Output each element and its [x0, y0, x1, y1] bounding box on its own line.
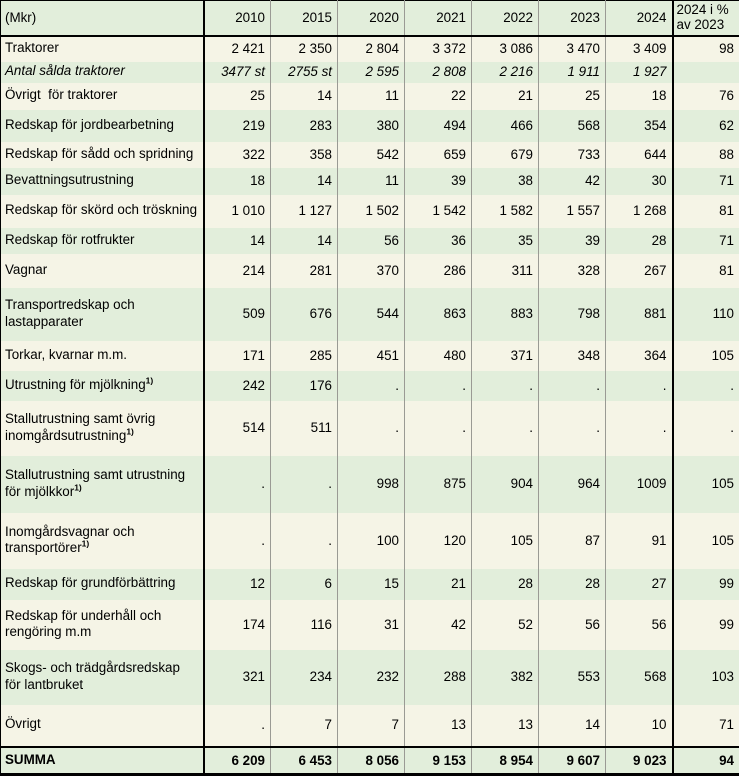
- value-cell-2010: 514: [204, 401, 271, 456]
- percent-cell: 76: [673, 83, 739, 110]
- value-cell-2020: 1 502: [338, 195, 405, 228]
- table-row: [1, 168, 739, 195]
- value-cell-2015: 176: [271, 371, 338, 401]
- value-cell-2021: 286: [405, 254, 472, 288]
- value-cell-2020: 370: [338, 254, 405, 288]
- table-row: [1, 371, 739, 401]
- value-cell-2015: 7: [271, 705, 338, 747]
- percent-cell: 71: [673, 705, 739, 747]
- value-cell-2021: 288: [405, 650, 472, 705]
- row-label: Övrigt: [5, 716, 41, 732]
- value-cell-2022: 52: [472, 600, 539, 650]
- percent-cell: 62: [673, 110, 739, 142]
- header-row: [1, 1, 739, 36]
- value-cell-2024: .: [606, 401, 673, 456]
- percent-cell: 88: [673, 142, 739, 168]
- value-cell-2010: 214: [204, 254, 271, 288]
- value-cell-2020: 11: [338, 83, 405, 110]
- value-cell-2023: 56: [539, 600, 606, 650]
- value-cell-2024: 10: [606, 705, 673, 747]
- percent-cell: 103: [673, 650, 739, 705]
- value-cell-2024: 1009: [606, 456, 673, 513]
- value-cell-2010: 2 421: [204, 36, 271, 62]
- value-cell-2022: 679: [472, 142, 539, 168]
- value-cell-2022: 13: [472, 705, 539, 747]
- value-cell-2023: 798: [539, 288, 606, 341]
- row-label: Stallutrustning samt utrustning för mjölkkor$^{1)}$: [5, 467, 189, 499]
- percent-cell: 98: [673, 36, 739, 62]
- value-cell-2021: 120: [405, 513, 472, 569]
- value-cell-2020: 56: [338, 228, 405, 254]
- value-cell-2024: 1 927: [606, 62, 673, 83]
- value-cell-2010: 18: [204, 168, 271, 195]
- value-cell-2021: 875: [405, 456, 472, 513]
- value-cell-2023: .: [539, 371, 606, 401]
- table-row: [1, 600, 739, 650]
- value-cell-2022: 3 086: [472, 36, 539, 62]
- value-cell-2015: 14: [271, 228, 338, 254]
- row-label: Skogs- och trädgårdsredskap för lantbruket: [5, 660, 184, 692]
- row-label: Bevattningsutrustning: [5, 172, 134, 188]
- footnote-marker: 1): [145, 375, 154, 386]
- table-row: [1, 341, 739, 371]
- value-cell-2024: 881: [606, 288, 673, 341]
- year-header-2015: 2015: [271, 1, 338, 36]
- value-cell-2010: 14: [204, 228, 271, 254]
- value-cell-2022: 2 216: [472, 62, 539, 83]
- value-cell-2010: 322: [204, 142, 271, 168]
- percent-header-line2: av 2023: [676, 17, 725, 33]
- footnote-marker: 1): [81, 538, 90, 549]
- value-cell-2023: 14: [539, 705, 606, 747]
- value-cell-2020: 544: [338, 288, 405, 341]
- value-cell-2020: 232: [338, 650, 405, 705]
- percent-cell: 94: [673, 747, 739, 775]
- value-cell-2023: 87: [539, 513, 606, 569]
- value-cell-2015: 234: [271, 650, 338, 705]
- value-cell-2020: .: [338, 371, 405, 401]
- value-cell-2022: 904: [472, 456, 539, 513]
- value-cell-2020: 8 056: [338, 747, 405, 775]
- value-cell-2015: 6: [271, 569, 338, 600]
- value-cell-2020: 31: [338, 600, 405, 650]
- value-cell-2020: 11: [338, 168, 405, 195]
- value-cell-2015: .: [271, 513, 338, 569]
- year-header-2010: 2010: [204, 1, 271, 36]
- table-row: [1, 288, 739, 341]
- value-cell-2015: 14: [271, 83, 338, 110]
- percent-cell: 71: [673, 168, 739, 195]
- row-label: SUMMA: [5, 751, 56, 767]
- year-header-2020: 2020: [338, 1, 405, 36]
- table-row: [1, 254, 739, 288]
- value-cell-2023: 39: [539, 228, 606, 254]
- value-cell-2024: 364: [606, 341, 673, 371]
- unit-header-cell: (Mkr): [1, 1, 204, 36]
- percent-cell: 81: [673, 195, 739, 228]
- value-cell-2023: 348: [539, 341, 606, 371]
- value-cell-2020: 2 804: [338, 36, 405, 62]
- value-cell-2015: 116: [271, 600, 338, 650]
- table-row: [1, 110, 739, 142]
- percent-cell: [673, 62, 739, 83]
- value-cell-2023: 9 607: [539, 747, 606, 775]
- value-cell-2022: 35: [472, 228, 539, 254]
- value-cell-2020: 100: [338, 513, 405, 569]
- value-cell-2021: 42: [405, 600, 472, 650]
- row-label: Redskap för underhåll och rengöring m.m: [5, 607, 166, 640]
- row-label: Övrigt för traktorer: [5, 87, 118, 103]
- value-cell-2021: 22: [405, 83, 472, 110]
- value-cell-2024: .: [606, 371, 673, 401]
- value-cell-2020: 998: [338, 456, 405, 513]
- value-cell-2022: 105: [472, 513, 539, 569]
- value-cell-2021: 21: [405, 569, 472, 600]
- percent-cell: 105: [673, 513, 739, 569]
- value-cell-2015: 281: [271, 254, 338, 288]
- value-cell-2015: 6 453: [271, 747, 338, 775]
- value-cell-2024: 568: [606, 650, 673, 705]
- value-cell-2024: 3 409: [606, 36, 673, 62]
- value-cell-2021: 494: [405, 110, 472, 142]
- value-cell-2021: 3 372: [405, 36, 472, 62]
- value-cell-2022: .: [472, 401, 539, 456]
- value-cell-2023: 328: [539, 254, 606, 288]
- value-cell-2010: 174: [204, 600, 271, 650]
- value-cell-2010: 509: [204, 288, 271, 341]
- table-row: [1, 36, 739, 62]
- table-row: [1, 401, 739, 456]
- value-cell-2024: 644: [606, 142, 673, 168]
- row-label: Utrustning för mjölkning$^{1)}$: [5, 375, 154, 392]
- table-row: [1, 228, 739, 254]
- value-cell-2022: 883: [472, 288, 539, 341]
- year-header-2022: 2022: [472, 1, 539, 36]
- percent-cell: .: [673, 401, 739, 456]
- value-cell-2021: .: [405, 401, 472, 456]
- percent-header-cell: [673, 1, 739, 36]
- value-cell-2023: 3 470: [539, 36, 606, 62]
- value-cell-2020: 2 595: [338, 62, 405, 83]
- value-cell-2021: 13: [405, 705, 472, 747]
- percent-header-line1: 2024 i %: [676, 2, 729, 17]
- value-cell-2024: 56: [606, 600, 673, 650]
- value-cell-2020: 380: [338, 110, 405, 142]
- table-row: [1, 513, 739, 569]
- row-label: Redskap för sådd och spridning: [5, 145, 194, 161]
- value-cell-2021: 863: [405, 288, 472, 341]
- summary-row: [1, 747, 739, 775]
- value-cell-2015: 1 127: [271, 195, 338, 228]
- table-row: [1, 83, 739, 110]
- value-cell-2010: 242: [204, 371, 271, 401]
- value-cell-2023: 1 557: [539, 195, 606, 228]
- value-cell-2021: 659: [405, 142, 472, 168]
- row-label: Inomgårdsvagnar och transportörer$^{1)}$: [5, 523, 139, 556]
- value-cell-2021: 39: [405, 168, 472, 195]
- value-cell-2022: 8 954: [472, 747, 539, 775]
- value-cell-2023: 42: [539, 168, 606, 195]
- value-cell-2023: 1 911: [539, 62, 606, 83]
- value-cell-2024: 91: [606, 513, 673, 569]
- value-cell-2021: 36: [405, 228, 472, 254]
- percent-cell: 71: [673, 228, 739, 254]
- percent-cell: 99: [673, 569, 739, 600]
- table-row: [1, 195, 739, 228]
- value-cell-2022: 1 582: [472, 195, 539, 228]
- value-cell-2010: 3477 st: [204, 62, 271, 83]
- row-label: Stallutrustning samt övrig inomgårdsutrustning$^{1)}$: [5, 411, 160, 443]
- value-cell-2022: .: [472, 371, 539, 401]
- row-label: Transportredskap och lastapparater: [5, 297, 139, 329]
- percent-cell: 81: [673, 254, 739, 288]
- value-cell-2021: 1 542: [405, 195, 472, 228]
- value-cell-2022: 311: [472, 254, 539, 288]
- value-cell-2022: 466: [472, 110, 539, 142]
- value-cell-2015: 14: [271, 168, 338, 195]
- table-body: [1, 36, 739, 775]
- value-cell-2022: 38: [472, 168, 539, 195]
- table-row: [1, 705, 739, 747]
- value-cell-2024: 1 268: [606, 195, 673, 228]
- row-label: Redskap för rotfrukter: [5, 231, 135, 247]
- value-cell-2020: 542: [338, 142, 405, 168]
- percent-cell: 105: [673, 456, 739, 513]
- value-cell-2015: .: [271, 456, 338, 513]
- value-cell-2020: 451: [338, 341, 405, 371]
- value-cell-2010: 321: [204, 650, 271, 705]
- value-cell-2023: 25: [539, 83, 606, 110]
- row-label: Redskap för skörd och tröskning: [5, 202, 198, 218]
- value-cell-2010: 6 209: [204, 747, 271, 775]
- value-cell-2024: 28: [606, 228, 673, 254]
- value-cell-2023: 553: [539, 650, 606, 705]
- row-label: Redskap för grundförbättring: [5, 575, 176, 591]
- value-cell-2015: 2 350: [271, 36, 338, 62]
- table-row: [1, 62, 739, 83]
- value-cell-2022: 371: [472, 341, 539, 371]
- value-cell-2020: 15: [338, 569, 405, 600]
- percent-cell: .: [673, 371, 739, 401]
- value-cell-2024: 354: [606, 110, 673, 142]
- value-cell-2024: 267: [606, 254, 673, 288]
- value-cell-2015: 283: [271, 110, 338, 142]
- percent-cell: 105: [673, 341, 739, 371]
- value-cell-2024: 9 023: [606, 747, 673, 775]
- value-cell-2023: .: [539, 401, 606, 456]
- value-cell-2020: .: [338, 401, 405, 456]
- value-cell-2022: 382: [472, 650, 539, 705]
- row-label: Torkar, kvarnar m.m.: [5, 346, 128, 362]
- value-cell-2022: 21: [472, 83, 539, 110]
- value-cell-2015: 358: [271, 142, 338, 168]
- value-cell-2021: 9 153: [405, 747, 472, 775]
- value-cell-2020: 7: [338, 705, 405, 747]
- percent-cell: 99: [673, 600, 739, 650]
- table-row: [1, 569, 739, 600]
- value-cell-2024: 27: [606, 569, 673, 600]
- value-cell-2023: 733: [539, 142, 606, 168]
- value-cell-2015: 285: [271, 341, 338, 371]
- year-header-2021: 2021: [405, 1, 472, 36]
- value-cell-2021: 480: [405, 341, 472, 371]
- percent-cell: 110: [673, 288, 739, 341]
- value-cell-2010: 171: [204, 341, 271, 371]
- value-cell-2015: 2755 st: [271, 62, 338, 83]
- row-label: Redskap för jordbearbetning: [5, 116, 174, 132]
- row-label: Vagnar: [5, 261, 48, 277]
- value-cell-2021: .: [405, 371, 472, 401]
- value-cell-2015: 676: [271, 288, 338, 341]
- value-cell-2023: 28: [539, 569, 606, 600]
- table-row: [1, 142, 739, 168]
- value-cell-2024: 30: [606, 168, 673, 195]
- value-cell-2010: 25: [204, 83, 271, 110]
- value-cell-2023: 964: [539, 456, 606, 513]
- value-cell-2024: 18: [606, 83, 673, 110]
- value-cell-2010: .: [204, 513, 271, 569]
- footnote-marker: 1): [126, 426, 134, 437]
- value-cell-2021: 2 808: [405, 62, 472, 83]
- value-cell-2015: 511: [271, 401, 338, 456]
- value-cell-2010: .: [204, 705, 271, 747]
- table-row: [1, 650, 739, 705]
- row-label: Antal sålda traktorer: [5, 63, 125, 79]
- value-cell-2010: 219: [204, 110, 271, 142]
- table-row: [1, 456, 739, 513]
- year-header-2023: 2023: [539, 1, 606, 36]
- value-cell-2010: 1 010: [204, 195, 271, 228]
- value-cell-2023: 568: [539, 110, 606, 142]
- value-cell-2010: 12: [204, 569, 271, 600]
- year-header-2024: 2024: [606, 1, 673, 36]
- value-cell-2022: 28: [472, 569, 539, 600]
- row-label: Traktorer: [5, 40, 59, 56]
- value-cell-2010: .: [204, 456, 271, 513]
- footnote-marker: 1): [74, 482, 82, 493]
